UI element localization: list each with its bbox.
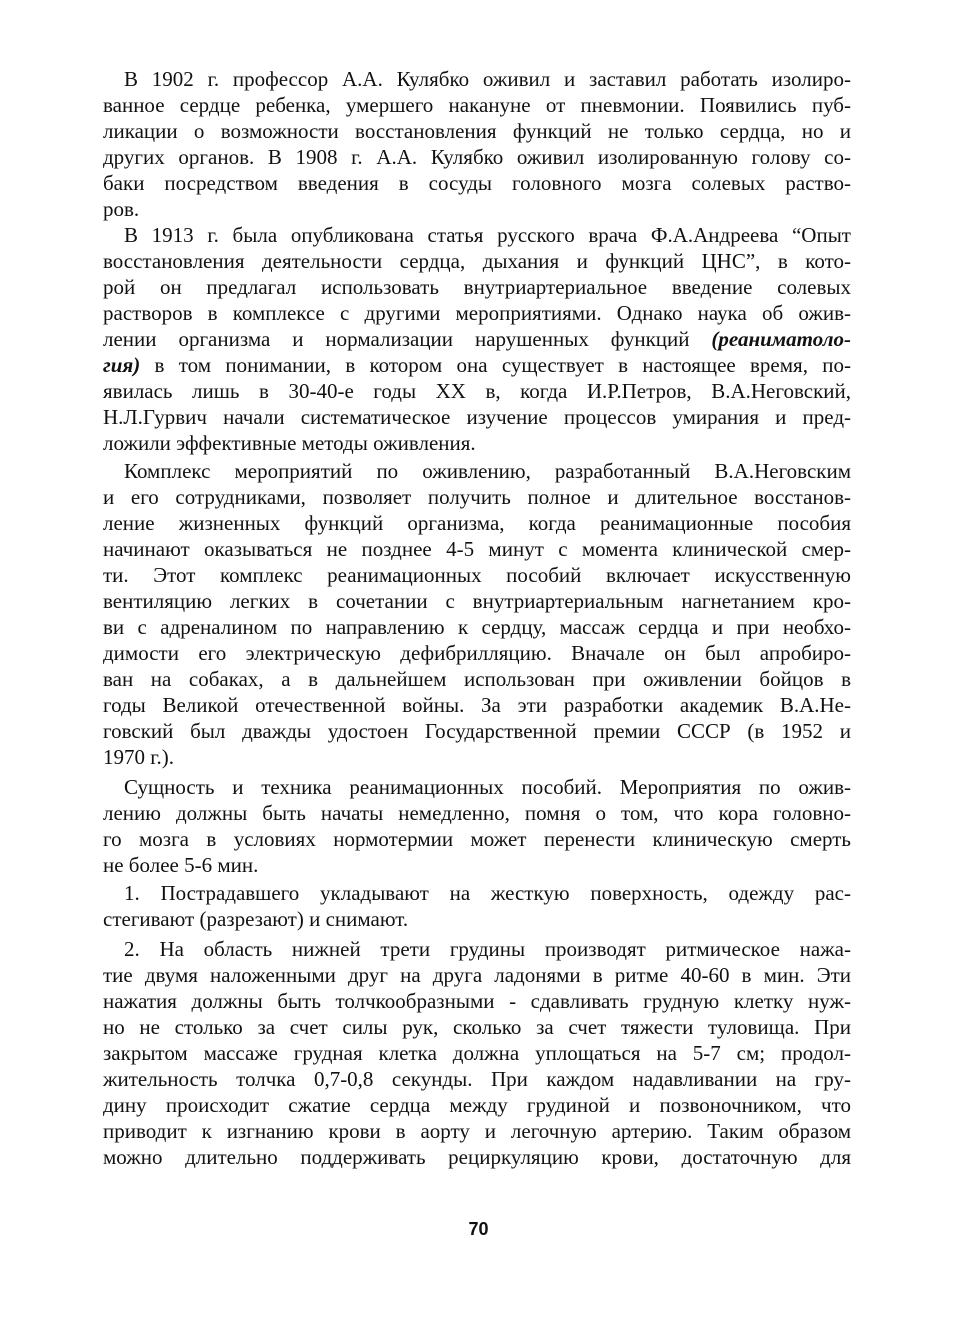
text-line: В 1913 г. была опубликована статья русского врача Ф.А.Андреева “Опыт [124,223,851,247]
text-line: годы Великой отечественной войны. За эти разработки академик В.А.Не- [103,693,851,717]
text-line: других органов. В 1908 г. А.А. Кулябко оживил изолированную голову со- [103,145,851,169]
text-line: лению должны быть начаты немедленно, помня о том, что кора головно- [103,801,851,825]
text-line: вентиляцию легких в сочетании с внутриартериальным нагнетанием кро- [103,589,851,613]
text-line: ликации о возможности восстановления функций не только сердца, но и [103,119,851,143]
text-line: ван на собаках, а в дальнейшем использован при оживлении бойцов в [103,667,851,691]
text-line: лении организма и нормализации нарушенных функций (реаниматоло- [103,327,851,351]
text-line: восстановления деятельности сердца, дыхания и функций ЦНС”, в кото- [103,249,851,273]
text-line: ти. Этот комплекс реанимационных пособий включает искусственную [103,563,851,587]
text-line: тие двумя наложенными друг на друга ладонями в ритме 40-60 в мин. Эти [103,963,851,987]
text-line: рой он предлагал использовать внутриартериальное введение солевых [103,275,851,299]
text-line: стегивают (разрезают) и снимают. [103,907,409,931]
text-line: ванное сердце ребенка, умершего накануне от пневмонии. Появились пуб- [103,93,851,117]
text-line: жительность толчка 0,7-0,8 секунды. При каждом надавливании на гру- [103,1067,851,1091]
text-line: гия) в том понимании, в котором она существует в настоящее время, по- [103,353,851,377]
text-line: растворов в комплексе с другими мероприятиями. Однако наука об ожив- [103,301,851,325]
text-line: 1970 г.). [103,745,174,769]
text-line: Н.Л.Гурвич начали систематическое изучение процессов умирания и пред- [103,405,851,429]
list-item-line: 2. На область нижней трети грудины производят ритмическое нажа- [124,937,851,961]
text-line: димости его электрическую дефибрилляцию. Вначале он был апробиро- [103,641,851,665]
text-line: явилась лишь в 30-40-е годы XX в, когда И.Р.Петров, В.А.Неговский, [103,379,851,403]
text-line: ви с адреналином по направлению к сердцу, массаж сердца и при необхо- [103,615,851,639]
text-line: но не столько за счет силы рук, сколько за счет тяжести туловища. При [103,1015,851,1039]
text-line: ров. [103,197,140,221]
text-line: закрытом массаже грудная клетка должна уплощаться на 5-7 см; продол- [103,1041,851,1065]
text-line: В 1902 г. профессор А.А. Кулябко оживил и заставил работать изолиро- [124,67,851,91]
text-line: дину происходит сжатие сердца между грудиной и позвоночником, что [103,1093,851,1117]
text-line: говский был дважды удостоен Государственной премии СССР (в 1952 и [103,719,851,743]
text-line: можно длительно поддерживать рециркуляцию крови, достаточную для [103,1145,851,1169]
text-line: ложили эффективные методы оживления. [103,431,476,455]
text-line: и его сотрудниками, позволяет получить полное и длительное восстанов- [103,485,851,509]
text-line: нажатия должны быть толчкообразными - сдавливать грудную клетку нуж- [103,989,851,1013]
text-line: приводит к изгнанию крови в аорту и легочную артерию. Таким образом [103,1119,851,1143]
text-line: Комплекс мероприятий по оживлению, разработанный В.А.Неговским [124,459,851,483]
page-number: 70 [468,1219,489,1239]
text-line: баки посредством введения в сосуды головного мозга солевых раство- [103,171,851,195]
list-item-line: 1. Пострадавшего укладывают на жесткую поверхность, одежду рас- [124,881,851,905]
text-line: не более 5-6 мин. [103,853,259,877]
text-line: Сущность и техника реанимационных пособий. Мероприятия по ожив- [124,775,851,799]
text-line: ление жизненных функций организма, когда реанимационные пособия [103,511,851,535]
text-line: го мозга в условиях нормотермии может перенести клиническую смерть [103,827,851,851]
text-line: начинают оказываться не позднее 4-5 минут с момента клинической смер- [103,537,851,561]
